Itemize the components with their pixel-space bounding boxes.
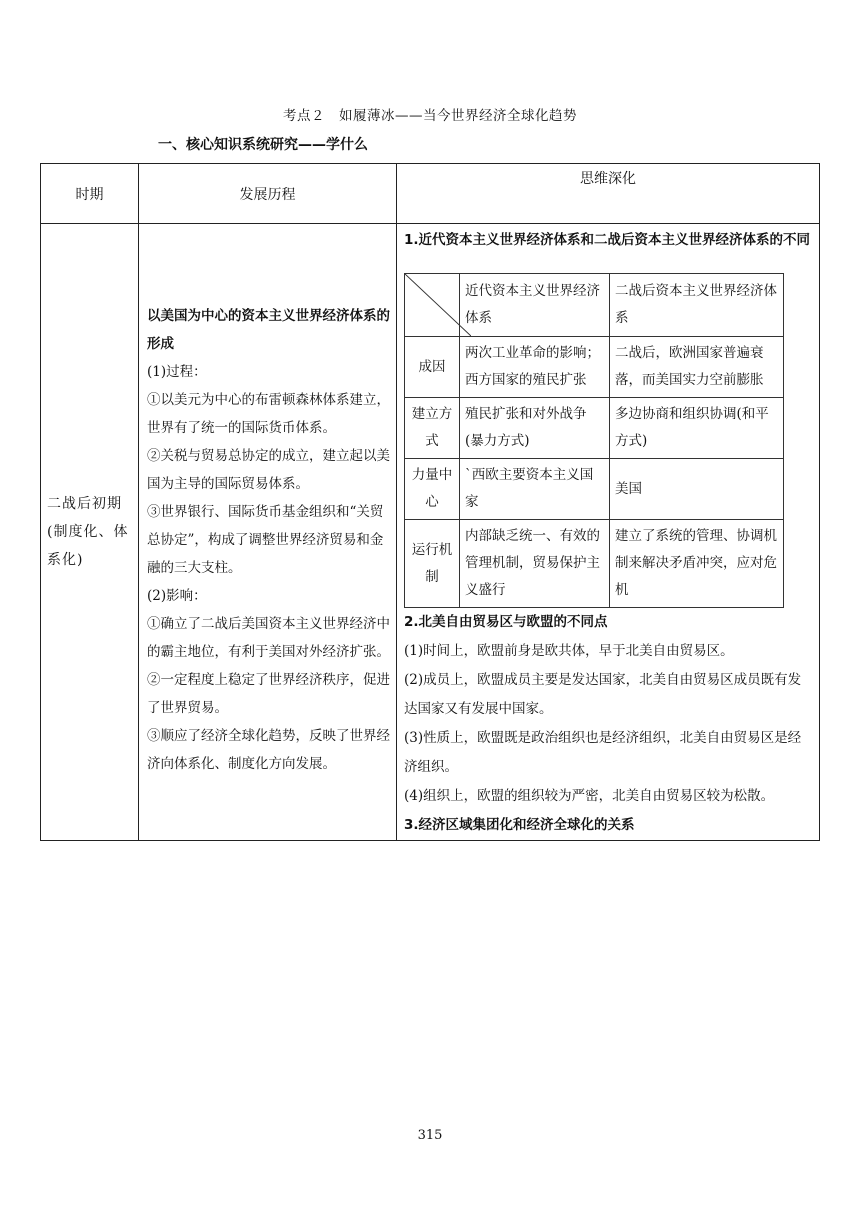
point1-heading: 1.近代资本主义世界经济体系和二战后资本主义世界经济体系的不同 (404, 232, 811, 248)
header-development: 发展历程 (139, 164, 397, 224)
row-cell-a: `西欧主要资本主义国家 (460, 459, 610, 520)
comparison-table (404, 273, 784, 608)
row-cell-b: 多边协商和组织协调(和平方式) (610, 398, 784, 459)
knowledge-table (40, 163, 820, 841)
row-label: 建立方式 (405, 398, 460, 459)
development-heading: 以美国为中心的资本主义世界经济体系的形成 (147, 308, 390, 352)
header-thinking: 思维深化 (397, 164, 820, 224)
impact-item: ①确立了二战后美国资本主义世界经济中的霸主地位，有利于美国对外经济扩张。 (147, 616, 390, 660)
diagonal-header-cell (405, 274, 460, 337)
row-cell-a: 内部缺乏统一、有效的管理机制，贸易保护主义盛行 (460, 520, 610, 608)
comparison-row (405, 398, 784, 459)
impact-item: ②一定程度上稳定了世界经济秩序，促进了世界贸易。 (147, 672, 390, 716)
row-label: 成因 (405, 337, 460, 398)
section-heading: 一、核心知识系统研究——学什么 (158, 137, 368, 153)
row-cell-b: 二战后，欧洲国家普遍衰落，而美国实力空前膨胀 (610, 337, 784, 398)
page-title: 考点２ 如履薄冰——当今世界经济全球化趋势 (283, 108, 577, 124)
row-cell-b: 美国 (610, 459, 784, 520)
point2-item: (4)组织上，欧盟的组织较为严密，北美自由贸易区较为松散。 (404, 788, 775, 804)
table-header-row (41, 164, 820, 224)
point2-heading: 2.北美自由贸易区与欧盟的不同点 (404, 614, 608, 630)
row-label: 运行机制 (405, 520, 460, 608)
impact-item: ③顺应了经济全球化趋势，反映了世界经济向体系化、制度化方向发展。 (147, 728, 390, 772)
row-label: 力量中心 (405, 459, 460, 520)
period-cell: 二战后初期(制度化、体系化) (41, 224, 139, 841)
comparison-row (405, 337, 784, 398)
page-number: 315 (417, 1128, 443, 1143)
process-item: ①以美元为中心的布雷顿森林体系建立，世界有了统一的国际货币体系。 (147, 392, 390, 436)
header-period: 时期 (41, 164, 139, 224)
comparison-row (405, 520, 784, 608)
col-postwar: 二战后资本主义世界经济体系 (610, 274, 784, 337)
col-modern: 近代资本主义世界经济体系 (460, 274, 610, 337)
process-item: ③世界银行、国际货币基金组织和“关贸总协定”，构成了调整世界经济贸易和金融的三大支柱。 (147, 504, 384, 576)
point2-item: (2)成员上，欧盟成员主要是发达国家，北美自由贸易区成员既有发达国家又有发展中国家。 (404, 672, 802, 717)
row-cell-a: 两次工业革命的影响；西方国家的殖民扩张 (460, 337, 610, 398)
point2-item: (3)性质上，欧盟既是政治组织也是经济组织，北美自由贸易区是经济组织。 (404, 730, 802, 775)
row-cell-b: 建立了系统的管理、协调机制来解决矛盾冲突，应对危机 (610, 520, 784, 608)
row-cell-a: 殖民扩张和对外战争(暴力方式) (460, 398, 610, 459)
process-label: (1)过程： (147, 364, 207, 380)
point3-heading: 3.经济区域集团化和经济全球化的关系 (404, 817, 635, 833)
comparison-row (405, 459, 784, 520)
comparison-header-row (405, 274, 784, 337)
point2-item: (1)时间上，欧盟前身是欧共体，早于北美自由贸易区。 (404, 643, 734, 659)
diagonal-line (405, 274, 471, 336)
thinking-cell (397, 224, 820, 841)
impact-label: (2)影响： (147, 588, 207, 604)
table-row (41, 224, 820, 841)
process-item: ②关税与贸易总协定的成立，建立起以美国为主导的国际贸易体系。 (147, 448, 390, 492)
development-cell (139, 224, 397, 841)
